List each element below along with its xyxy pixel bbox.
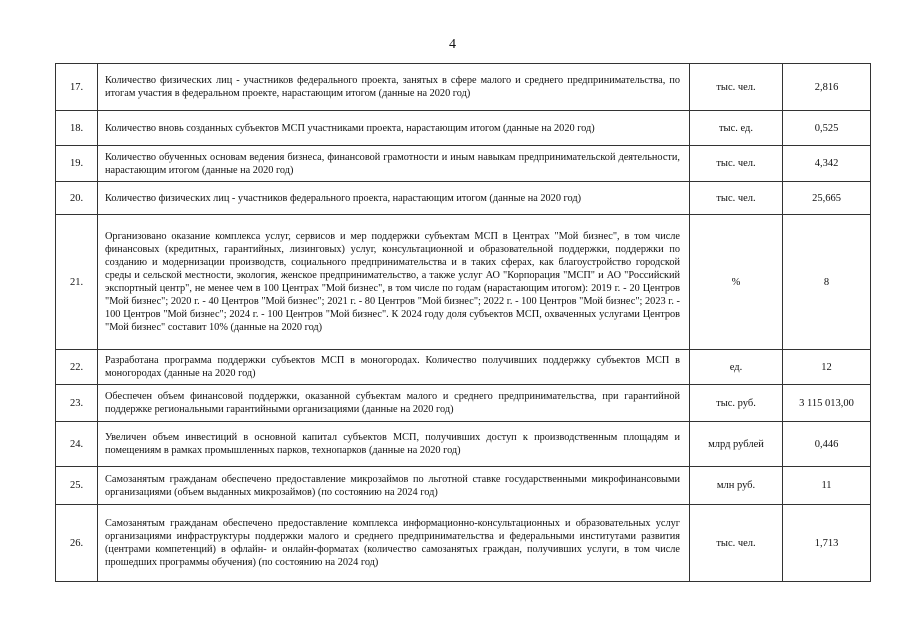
row-value: 0,525: [783, 111, 871, 146]
row-value: 2,816: [783, 64, 871, 111]
row-value: 11: [783, 467, 871, 505]
row-number: 18.: [56, 111, 98, 146]
row-number: 19.: [56, 146, 98, 182]
row-unit: ед.: [690, 350, 783, 385]
row-value: 12: [783, 350, 871, 385]
row-description: Разработана программа поддержки субъектов МСП в моногородах. Количество получивших поддержку субъектов МСП в моногородах (данные на 2020 год): [98, 350, 690, 385]
table-row: [56, 64, 871, 111]
row-unit: млрд рублей: [690, 422, 783, 467]
row-description: Организовано оказание комплекса услуг, сервисов и мер поддержки субъектам МСП в Центрах "Мой бизнес", в том числе финансовых (кредитных, гарантийных, лизинговых) услуг, консультационной и образовательной поддержки, поддержки по созданию и модернизации производств, социального предпринимательства и в таких сферах, как благоустройство городской среды и сельской местности, экология, женское предпринимательство, а также услуг АО "Корпорация "МСП" и АО "Российский экспортный центр", не менее чем в 100 Центрах "Мой бизнес", в том числе по годам (нарастающим итогом): 2019 г. - 20 Центров "Мой бизнес"; 2020 г. - 40 Центров "Мой бизнес"; 2021 г. - 80 Центров "Мой бизнес"; 2022 г. - 100 Центров "Мой бизнес"; 2023 г. - 100 Центров "Мой бизнес"; 2024 г. - 100 Центров "Мой бизнес". К 2024 году доля субъектов МСП, охваченных услугами Центров "Мой бизнес" составит 10% (данные на 2020 год): [98, 215, 690, 350]
table-row: [56, 422, 871, 467]
page-number: 4: [449, 37, 456, 52]
row-number: 20.: [56, 182, 98, 215]
table-row: [56, 182, 871, 215]
table-row: [56, 146, 871, 182]
row-value: 3 115 013,00: [783, 385, 871, 422]
table-row: [56, 111, 871, 146]
row-number: 23.: [56, 385, 98, 422]
row-description: Самозанятым гражданам обеспечено предоставление комплекса информационно-консультационных и образовательных услуг организациями инфраструктуры поддержки малого и среднего предпринимательства и федеральными институтами развития (центрами компетенций) в офлайн- и онлайн-форматах (количество самозанятых граждан, получивших услуги, в том числе прошедших программы обучения) (по состоянию на 2024 год): [98, 505, 690, 582]
row-number: 22.: [56, 350, 98, 385]
row-value: 25,665: [783, 182, 871, 215]
table-row: [56, 350, 871, 385]
row-description: Количество физических лиц - участников федерального проекта, нарастающим итогом (данные на 2020 год): [98, 182, 690, 215]
table-row: [56, 385, 871, 422]
row-number: 26.: [56, 505, 98, 582]
row-description: Самозанятым гражданам обеспечено предоставление микрозаймов по льготной ставке государственными микрофинансовыми организациями (объем выданных микрозаймов) (по состоянию на 2024 год): [98, 467, 690, 505]
table-row: [56, 215, 871, 350]
row-description: Количество обученных основам ведения бизнеса, финансовой грамотности и иным навыкам предпринимательской деятельности, нарастающим итогом (данные на 2020 год): [98, 146, 690, 182]
table-row: [56, 505, 871, 582]
table-row: [56, 467, 871, 505]
indicators-table: [55, 63, 871, 582]
row-number: 24.: [56, 422, 98, 467]
row-description: Увеличен объем инвестиций в основной капитал субъектов МСП, получивших доступ к производственным площадям и помещениям в рамках промышленных парков, технопарков (данные на 2020 год): [98, 422, 690, 467]
row-value: 4,342: [783, 146, 871, 182]
row-unit: тыс. чел.: [690, 146, 783, 182]
row-unit: %: [690, 215, 783, 350]
row-unit: тыс. чел.: [690, 182, 783, 215]
row-number: 17.: [56, 64, 98, 111]
row-unit: тыс. ед.: [690, 111, 783, 146]
row-value: 8: [783, 215, 871, 350]
row-unit: тыс. чел.: [690, 64, 783, 111]
row-unit: млн руб.: [690, 467, 783, 505]
row-value: 1,713: [783, 505, 871, 582]
row-description: Количество вновь созданных субъектов МСП участниками проекта, нарастающим итогом (данные на 2020 год): [98, 111, 690, 146]
row-unit: тыс. чел.: [690, 505, 783, 582]
row-number: 21.: [56, 215, 98, 350]
row-description: Количество физических лиц - участников федерального проекта, занятых в сфере малого и среднего предпринимательства, по итогам участия в федеральном проекте, нарастающим итогом (данные на 2020 год): [98, 64, 690, 111]
row-value: 0,446: [783, 422, 871, 467]
row-description: Обеспечен объем финансовой поддержки, оказанной субъектам малого и среднего предпринимательства, при гарантийной поддержке региональными гарантийными организациями (данные на 2020 год): [98, 385, 690, 422]
row-number: 25.: [56, 467, 98, 505]
row-unit: тыс. руб.: [690, 385, 783, 422]
